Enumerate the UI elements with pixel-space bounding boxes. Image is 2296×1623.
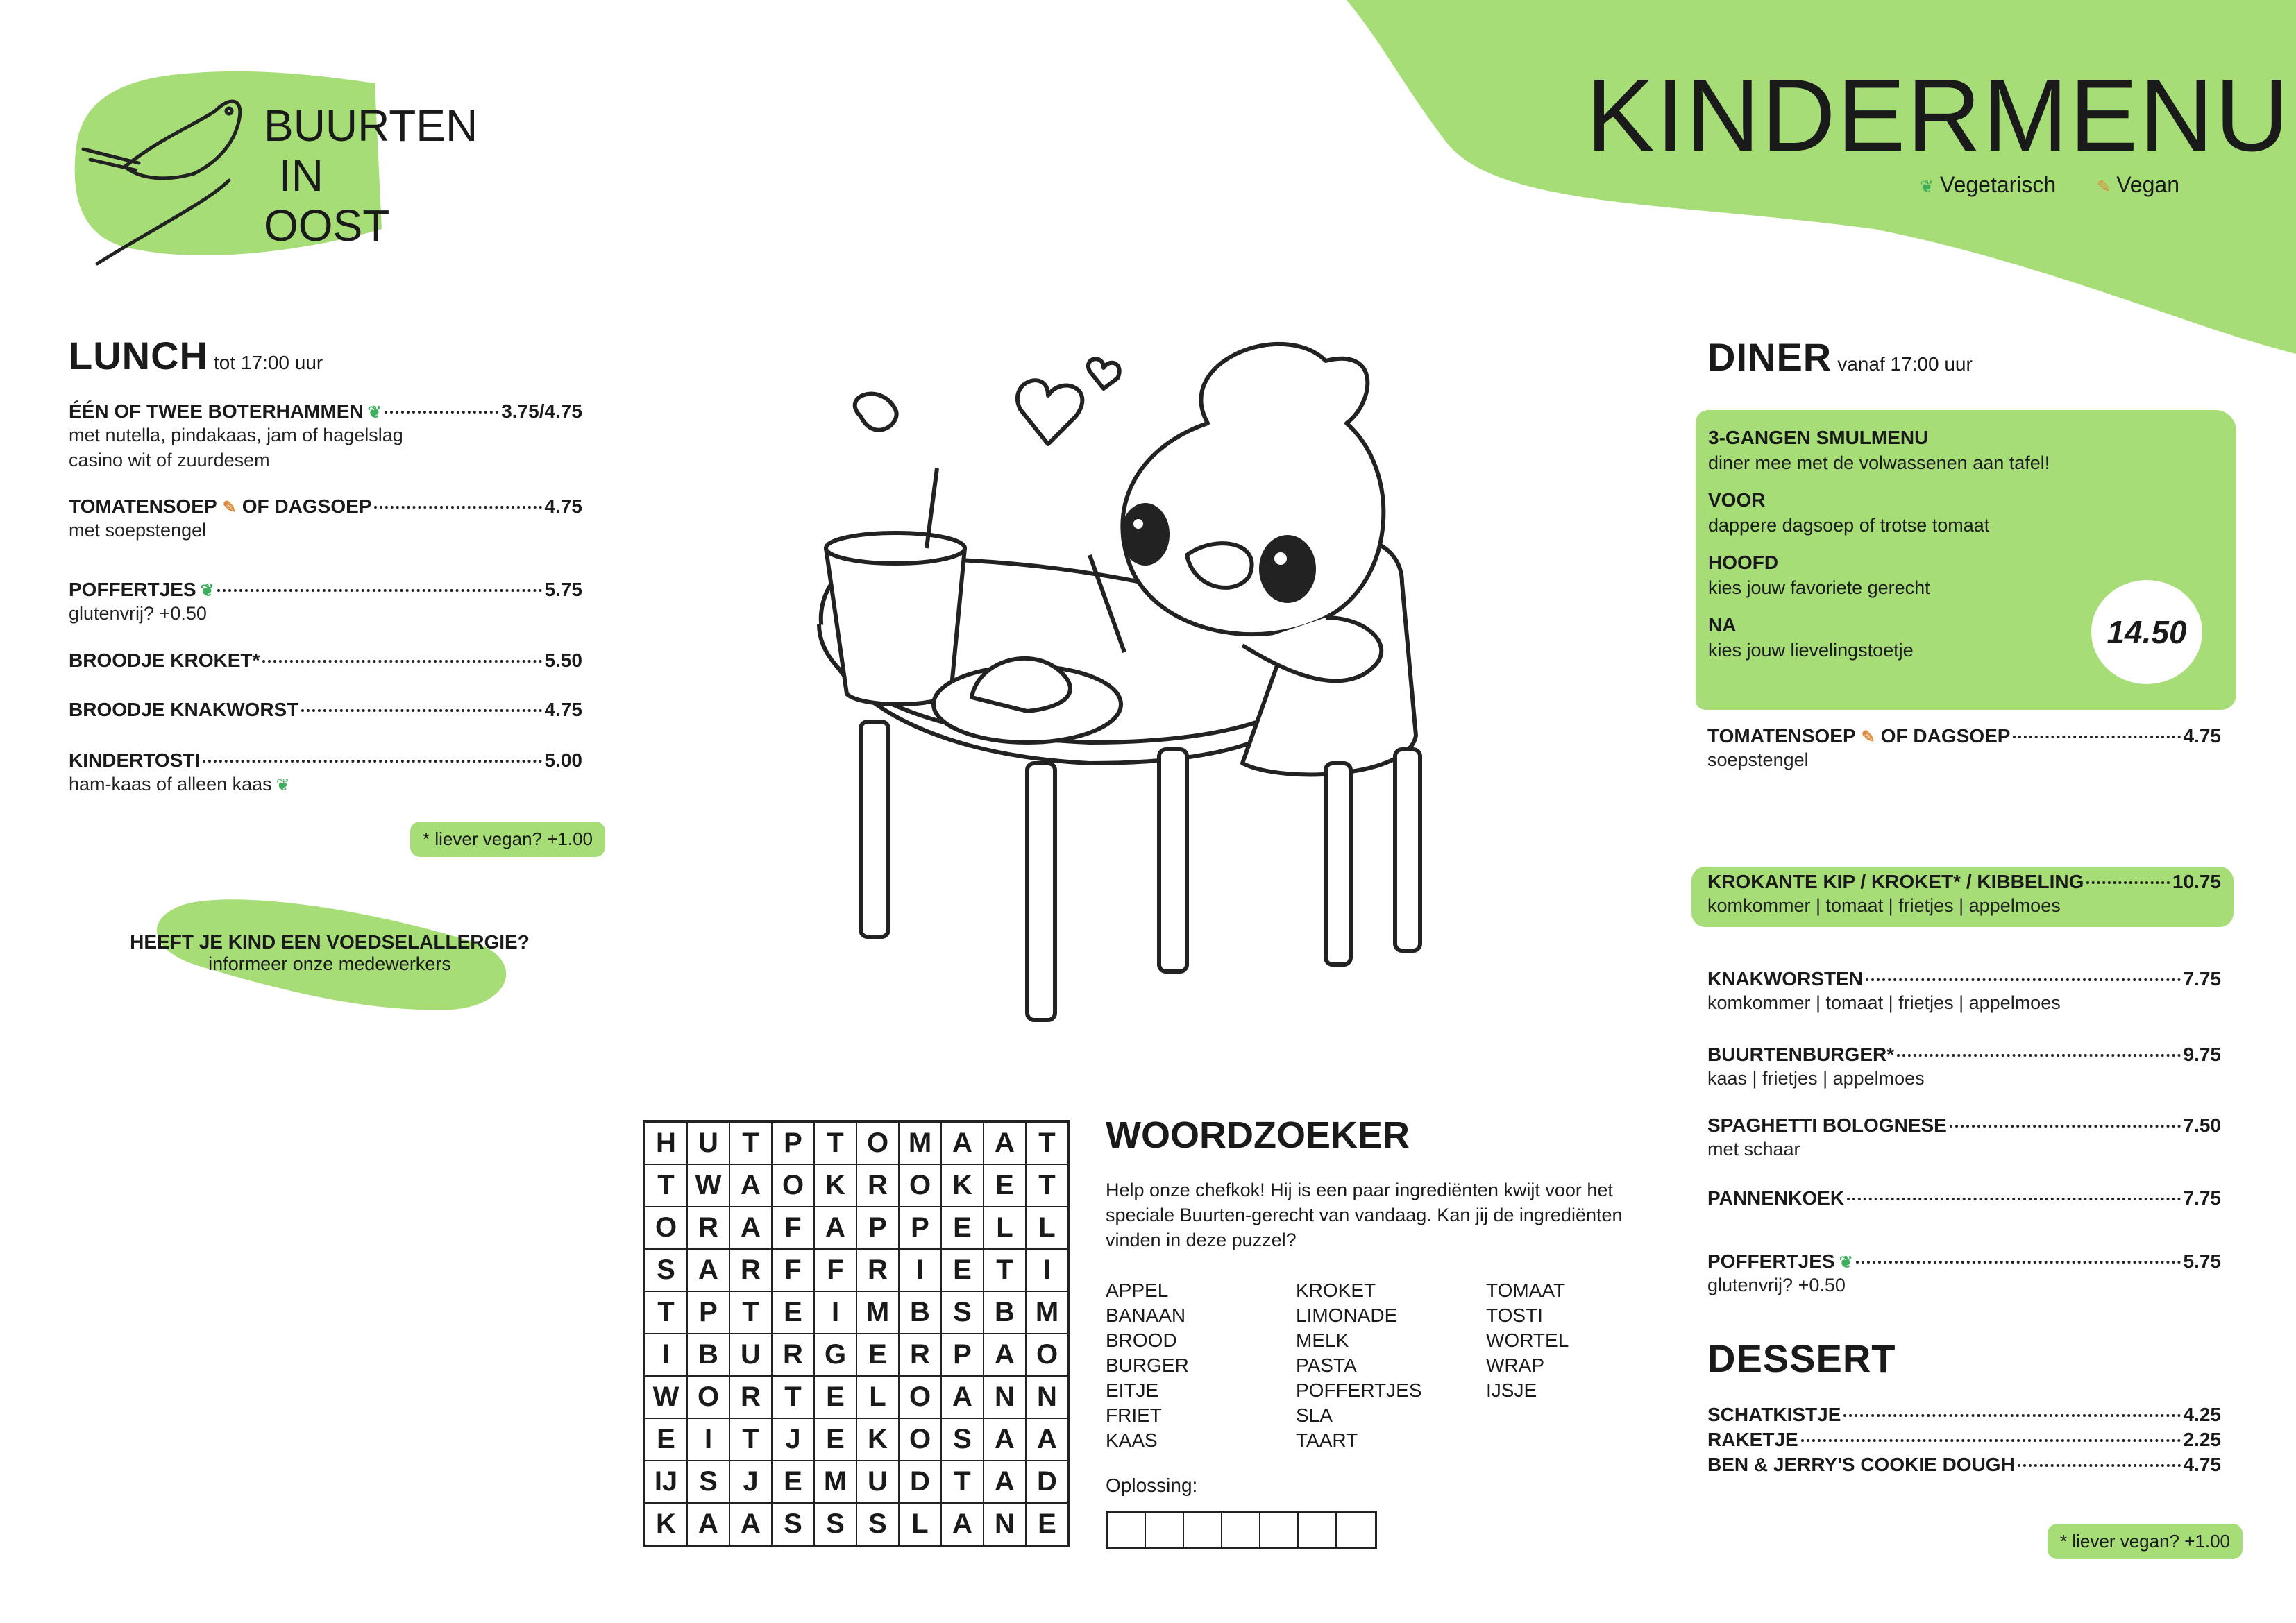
brand-line3: OOST <box>264 201 390 250</box>
grid-cell: N <box>1026 1376 1068 1418</box>
grid-cell: O <box>772 1164 814 1207</box>
item-name: BROODJE KNAKWORST <box>69 699 299 720</box>
grid-cell: B <box>984 1291 1026 1334</box>
legend-vegetarian: Vegetarisch <box>1940 172 2057 197</box>
word: EITJE <box>1106 1379 1159 1401</box>
grid-cell: I <box>814 1291 856 1334</box>
word: PASTA <box>1296 1354 1357 1376</box>
grid-cell: O <box>899 1376 941 1418</box>
set-menu-price: 14.50 <box>2107 614 2187 650</box>
grid-cell: R <box>856 1249 899 1291</box>
solution-box[interactable] <box>1146 1513 1184 1547</box>
puzzle-title: WOORDZOEKER <box>1106 1114 1410 1156</box>
menu-item <box>1707 1428 2221 1452</box>
grid-cell: A <box>941 1503 984 1545</box>
grid-cell: E <box>941 1249 984 1291</box>
grid-cell: A <box>984 1122 1026 1164</box>
item-price: 5.75 <box>2183 1250 2221 1272</box>
leader-dots <box>203 760 541 763</box>
leaf-icon: ❦ <box>367 403 382 422</box>
menu-item <box>69 649 582 672</box>
grid-cell: F <box>814 1249 856 1291</box>
grid-cell: D <box>1026 1461 1068 1503</box>
item-price: 4.75 <box>544 699 582 720</box>
grid-cell: H <box>645 1122 687 1164</box>
grid-cell: E <box>941 1207 984 1249</box>
grid-cell: I <box>1026 1249 1068 1291</box>
item-name: BUURTENBURGER* <box>1707 1044 1895 1065</box>
leader-dots <box>2086 881 2170 884</box>
solution-box[interactable] <box>1299 1513 1337 1547</box>
grid-cell: K <box>941 1164 984 1207</box>
item-name-2: OF DAGSOEP <box>242 495 372 517</box>
leaf-icon: ❦ <box>276 776 290 794</box>
puzzle-intro: Help onze chefkok! Hij is een paar ingrediënten kwijt voor het speciale Buurten-gerecht van vandaag. Kan jij de ingrediënten vinden in deze puzzel? <box>1106 1180 1623 1250</box>
item-name: SPAGHETTI BOLOGNESE <box>1707 1114 1947 1136</box>
grid-cell: S <box>772 1503 814 1545</box>
menu-item <box>69 495 582 543</box>
leader-dots <box>385 411 498 414</box>
dessert-heading: DESSERT <box>1707 1336 1896 1380</box>
lunch-title: LUNCH <box>69 334 208 377</box>
course-text: dappere dagsoep of trotse tomaat <box>1708 515 1990 536</box>
chick-illustration <box>798 319 1464 1048</box>
item-name: RAKETJE <box>1707 1429 1798 1450</box>
grid-cell: G <box>814 1334 856 1376</box>
grid-cell: P <box>687 1291 729 1334</box>
menu-item <box>1707 1403 2221 1427</box>
solution-label: Oplossing: <box>1106 1475 1198 1496</box>
word: FRIET <box>1106 1404 1162 1426</box>
grid-cell: R <box>899 1334 941 1376</box>
item-description: casino wit of zuurdesem <box>69 450 270 470</box>
leader-dots <box>2018 1464 2181 1467</box>
leaf-icon: ❦ <box>1839 1253 1853 1272</box>
grid-cell: B <box>687 1334 729 1376</box>
grid-cell: R <box>687 1207 729 1249</box>
grid-cell: U <box>729 1334 772 1376</box>
grid-cell: A <box>814 1207 856 1249</box>
grid-cell: T <box>941 1461 984 1503</box>
grid-cell: I <box>899 1249 941 1291</box>
grid-cell: T <box>729 1418 772 1461</box>
grid-cell: J <box>729 1461 772 1503</box>
item-price: 4.75 <box>2183 1454 2221 1475</box>
brand-logo <box>264 101 478 250</box>
grid-cell: E <box>772 1291 814 1334</box>
menu-item <box>1707 1187 2221 1209</box>
grid-cell: U <box>687 1122 729 1164</box>
grid-cell: O <box>687 1376 729 1418</box>
menu-item <box>69 400 582 473</box>
menu-item <box>1707 968 2221 1015</box>
word: APPEL <box>1106 1280 1169 1301</box>
grid-cell: T <box>729 1122 772 1164</box>
grid-cell: L <box>984 1207 1026 1249</box>
grid-cell: T <box>814 1122 856 1164</box>
course-name: VOOR <box>1708 489 1766 511</box>
grid-cell: F <box>772 1249 814 1291</box>
brand-line2: IN <box>279 151 323 201</box>
grid-cell: A <box>687 1249 729 1291</box>
grid-cell: A <box>1026 1418 1068 1461</box>
grid-cell: L <box>899 1503 941 1545</box>
grid-cell: O <box>856 1122 899 1164</box>
item-price: 5.50 <box>544 649 582 671</box>
grid-cell: A <box>729 1207 772 1249</box>
leaf-icon: ❦ <box>200 581 214 600</box>
grid-cell: A <box>984 1461 1026 1503</box>
word: POFFERTJES <box>1296 1379 1422 1401</box>
item-name: BEN & JERRY'S COOKIE DOUGH <box>1707 1454 2015 1475</box>
grid-cell: S <box>645 1249 687 1291</box>
menu-item <box>69 699 582 721</box>
grid-cell: T <box>1026 1122 1068 1164</box>
grid-cell: E <box>814 1376 856 1418</box>
grid-cell: A <box>687 1503 729 1545</box>
grid-cell: S <box>941 1418 984 1461</box>
grid-cell: T <box>645 1291 687 1334</box>
grid-cell: I <box>645 1334 687 1376</box>
course-name: HOOFD <box>1708 552 1779 573</box>
leader-dots <box>2013 736 2180 738</box>
vegan-note: * liever vegan? +1.00 <box>410 822 605 857</box>
diet-legend <box>1916 172 2179 198</box>
brand-line1: BUURTEN <box>264 101 478 151</box>
grid-cell: R <box>772 1334 814 1376</box>
grid-cell: E <box>856 1334 899 1376</box>
course-text: kies jouw lievelingstoetje <box>1708 640 1914 661</box>
leaf-icon: ❦ <box>1920 178 1934 196</box>
grid-cell: P <box>856 1207 899 1249</box>
word: BURGER <box>1106 1354 1189 1376</box>
item-name: PANNENKOEK <box>1707 1187 1845 1209</box>
solution-box[interactable] <box>1337 1513 1375 1547</box>
set-menu-title: 3-GANGEN SMULMENU <box>1708 427 1929 448</box>
grid-cell: S <box>687 1461 729 1503</box>
item-price: 9.75 <box>2183 1044 2221 1065</box>
item-description: komkommer | tomaat | frietjes | appelmoes <box>1707 992 2061 1013</box>
solution-box[interactable] <box>1222 1513 1260 1547</box>
carrot-icon: ✎ <box>1861 728 1875 747</box>
word-column <box>1296 1278 1422 1453</box>
word: KROKET <box>1296 1280 1376 1301</box>
item-description: soepstengel <box>1707 749 1809 770</box>
menu-item <box>1707 1044 2221 1091</box>
course-text: kies jouw favoriete gerecht <box>1708 577 1930 598</box>
grid-cell: J <box>772 1418 814 1461</box>
item-price: 4.25 <box>2183 1404 2221 1425</box>
grid-cell: E <box>772 1461 814 1503</box>
grid-cell: W <box>645 1376 687 1418</box>
set-menu-price-badge <box>2091 580 2202 684</box>
item-name: ÉÉN OF TWEE BOTERHAMMEN <box>69 400 364 422</box>
grid-cell: S <box>856 1503 899 1545</box>
menu-item <box>69 579 582 626</box>
item-description: met soepstengel <box>69 520 207 541</box>
leader-dots <box>217 589 542 592</box>
grid-cell: O <box>899 1164 941 1207</box>
word-column <box>1106 1278 1189 1453</box>
item-price: 4.75 <box>544 495 582 517</box>
allergy-title: HEEFT JE KIND EEN VOEDSELALLERGIE? <box>130 931 530 953</box>
word: KAAS <box>1106 1429 1158 1451</box>
solution-box[interactable] <box>1184 1513 1222 1547</box>
leader-dots <box>1950 1125 2181 1128</box>
item-price: 7.75 <box>2183 968 2221 989</box>
grid-cell: A <box>941 1376 984 1418</box>
word: BROOD <box>1106 1329 1177 1351</box>
grid-cell: A <box>729 1164 772 1207</box>
item-price: 7.75 <box>2183 1187 2221 1209</box>
grid-cell: S <box>814 1503 856 1545</box>
grid-cell: T <box>772 1376 814 1418</box>
word: LIMONADE <box>1296 1305 1398 1326</box>
grid-cell: O <box>1026 1334 1068 1376</box>
grid-cell: P <box>941 1334 984 1376</box>
course-name: NA <box>1708 614 1737 636</box>
allergy-text: informeer onze medewerkers <box>208 953 451 974</box>
vegan-note: * liever vegan? +1.00 <box>2048 1524 2243 1559</box>
grid-cell: W <box>687 1164 729 1207</box>
item-name: TOMATENSOEP <box>69 495 217 517</box>
item-description: kaas | frietjes | appelmoes <box>1707 1068 1925 1089</box>
word: TOSTI <box>1486 1305 1543 1326</box>
leader-dots <box>1801 1439 2181 1442</box>
lunch-heading <box>69 333 323 378</box>
grid-cell: K <box>645 1503 687 1545</box>
word: WRAP <box>1486 1354 1544 1376</box>
leader-dots <box>301 709 541 712</box>
grid-cell: A <box>941 1122 984 1164</box>
solution-box[interactable] <box>1108 1513 1146 1547</box>
word: IJSJE <box>1486 1379 1537 1401</box>
lunch-subtitle: tot 17:00 uur <box>213 352 323 373</box>
grid-cell: B <box>899 1291 941 1334</box>
set-menu-text: diner mee met de volwassenen aan tafel! <box>1708 452 2050 473</box>
grid-cell: P <box>772 1122 814 1164</box>
item-name: KNAKWORSTEN <box>1707 968 1863 989</box>
grid-cell: R <box>729 1249 772 1291</box>
menu-item <box>1707 871 2221 918</box>
grid-cell: A <box>984 1418 1026 1461</box>
word-column <box>1486 1278 1569 1403</box>
grid-cell: M <box>899 1122 941 1164</box>
menu-item <box>1707 1114 2221 1162</box>
grid-cell: N <box>984 1376 1026 1418</box>
item-name: KINDERTOSTI <box>69 749 201 771</box>
grid-cell: K <box>856 1418 899 1461</box>
set-menu-box <box>1696 410 2236 710</box>
solution-boxes <box>1106 1511 1377 1549</box>
grid-cell: P <box>899 1207 941 1249</box>
menu-item <box>69 749 582 798</box>
leader-dots <box>1866 978 2181 981</box>
grid-cell: T <box>1026 1164 1068 1207</box>
leader-dots <box>1856 1261 2181 1264</box>
grid-cell: D <box>899 1461 941 1503</box>
solution-box[interactable] <box>1260 1513 1299 1547</box>
item-description: met schaar <box>1707 1139 1800 1159</box>
item-price: 3.75/4.75 <box>501 400 582 422</box>
grid-cell: T <box>729 1291 772 1334</box>
grid-cell: L <box>1026 1207 1068 1249</box>
grid-cell: A <box>984 1334 1026 1376</box>
grid-cell: T <box>984 1249 1026 1291</box>
menu-item <box>1707 725 2221 772</box>
grid-cell: O <box>899 1418 941 1461</box>
grid-cell: U <box>856 1461 899 1503</box>
leader-dots <box>374 506 541 509</box>
item-price: 5.75 <box>544 579 582 600</box>
allergy-notice <box>83 931 576 975</box>
word: MELK <box>1296 1329 1349 1351</box>
leader-dots <box>1897 1054 2180 1057</box>
grid-cell: M <box>1026 1291 1068 1334</box>
grid-cell: O <box>645 1207 687 1249</box>
grid-cell: L <box>856 1376 899 1418</box>
item-name: POFFERTJES <box>69 579 196 600</box>
grid-cell: F <box>772 1207 814 1249</box>
item-name: KROKANTE KIP / KROKET* / KIBBELING <box>1707 871 2084 892</box>
grid-cell: I <box>687 1418 729 1461</box>
grid-cell: K <box>814 1164 856 1207</box>
item-price: 4.75 <box>2183 725 2221 747</box>
item-description: met nutella, pindakaas, jam of hagelslag <box>69 425 403 445</box>
item-price: 5.00 <box>544 749 582 771</box>
word: WORTEL <box>1486 1329 1569 1351</box>
item-name: SCHATKISTJE <box>1707 1404 1841 1425</box>
page-title: KINDERMENU <box>1586 58 2290 173</box>
word: BANAAN <box>1106 1305 1186 1326</box>
word: TOMAAT <box>1486 1280 1566 1301</box>
grid-cell: T <box>645 1164 687 1207</box>
grid-cell: S <box>941 1291 984 1334</box>
item-price: 10.75 <box>2172 871 2221 892</box>
legend-vegan: Vegan <box>2116 172 2179 197</box>
grid-cell: R <box>856 1164 899 1207</box>
item-name: BROODJE KROKET* <box>69 649 260 671</box>
item-price: 7.50 <box>2183 1114 2221 1136</box>
grid-cell: A <box>729 1503 772 1545</box>
item-name-2: OF DAGSOEP <box>1880 725 2011 747</box>
carrot-icon: ✎ <box>2097 178 2111 196</box>
item-name: POFFERTJES <box>1707 1250 1835 1272</box>
leader-dots <box>1843 1414 2180 1417</box>
grid-cell: N <box>984 1503 1026 1545</box>
grid-cell: E <box>814 1418 856 1461</box>
menu-item <box>1707 1453 2221 1477</box>
leader-dots <box>262 660 541 663</box>
grid-cell: E <box>984 1164 1026 1207</box>
grid-cell: E <box>1026 1503 1068 1545</box>
word-search-grid <box>643 1120 1070 1547</box>
grid-cell: R <box>729 1376 772 1418</box>
leader-dots <box>1847 1198 2180 1200</box>
diner-subtitle: vanaf 17:00 uur <box>1837 353 1973 375</box>
item-price: 2.25 <box>2183 1429 2221 1450</box>
diner-heading <box>1707 334 1973 380</box>
grid-cell: M <box>856 1291 899 1334</box>
menu-item <box>1707 1250 2221 1298</box>
item-description: ham-kaas of alleen kaas ❦ <box>69 774 290 794</box>
item-description: glutenvrij? +0.50 <box>69 603 207 624</box>
item-name: TOMATENSOEP <box>1707 725 1856 747</box>
word: SLA <box>1296 1404 1333 1426</box>
grid-cell: IJ <box>645 1461 687 1503</box>
diner-title: DINER <box>1707 335 1832 379</box>
item-description: glutenvrij? +0.50 <box>1707 1275 1846 1295</box>
carrot-icon: ✎ <box>222 498 237 517</box>
grid-cell: M <box>814 1461 856 1503</box>
word: TAART <box>1296 1429 1358 1451</box>
item-description: komkommer | tomaat | frietjes | appelmoes <box>1707 895 2061 916</box>
grid-cell: E <box>645 1418 687 1461</box>
